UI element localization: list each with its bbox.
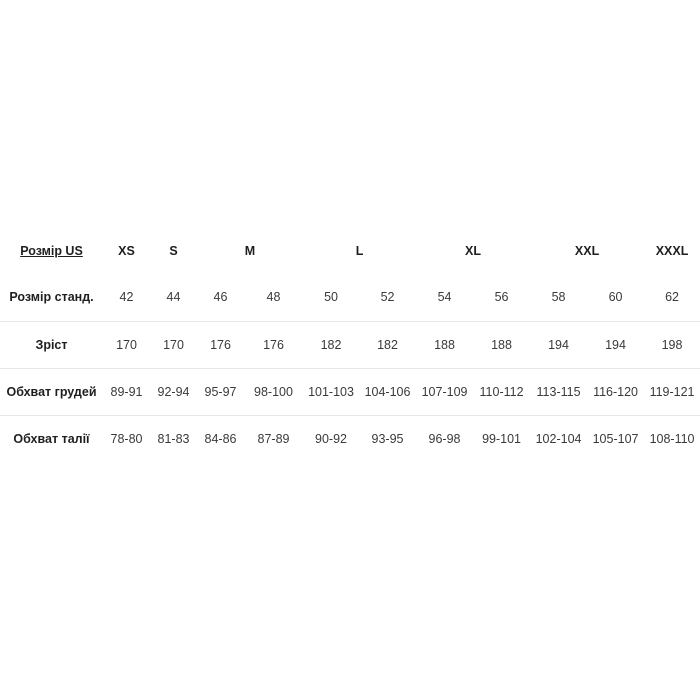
table-cell: 50 [324, 290, 338, 305]
table-row-height [0, 321, 700, 368]
table-cell: 60 [608, 290, 623, 305]
table-row-chest [0, 368, 700, 415]
table-cell: 170 [150, 321, 197, 368]
table-cell: 194 [587, 321, 644, 368]
table-cell: 54 [437, 290, 452, 305]
table-cell: 99-101 [473, 415, 530, 462]
size-header-xs: XS [118, 243, 135, 258]
table-cell: 116-120 [587, 368, 644, 415]
table-cell: 170 [103, 321, 150, 368]
table-cell: 95-97 [197, 368, 244, 415]
table-cell: 48 [266, 290, 281, 305]
table-cell: 108-110 [644, 415, 700, 462]
table-cell: 42 [119, 290, 134, 305]
size-chart-table [0, 227, 700, 462]
table-cell: 52 [380, 290, 395, 305]
table-cell: 188 [416, 321, 473, 368]
table-cell: 81-83 [150, 415, 197, 462]
table-cell: 98-100 [244, 368, 303, 415]
table-row-waist [0, 415, 700, 462]
table-cell: 92-94 [150, 368, 197, 415]
table-cell: 198 [644, 321, 700, 368]
size-header-xl: XL [465, 243, 482, 258]
row-label: Обхват талії [0, 415, 103, 462]
table-cell: 44 [166, 290, 181, 305]
table-cell: 96-98 [416, 415, 473, 462]
table-cell: 78-80 [103, 415, 150, 462]
table-cell: 56 [494, 290, 509, 305]
table-cell: 119-121 [644, 368, 700, 415]
table-cell: 101-103 [303, 368, 359, 415]
table-row-standard-size [0, 274, 700, 321]
table-cell: 46 [213, 290, 228, 305]
size-header-l: L [355, 243, 364, 258]
table-cell: 176 [197, 321, 244, 368]
table-cell: 84-86 [197, 415, 244, 462]
size-header-s: S [169, 243, 178, 258]
row-label: Обхват грудей [0, 368, 103, 415]
size-header-xxl: XXL [574, 243, 600, 258]
table-cell: 58 [551, 290, 566, 305]
us-size-header: Розмір US [20, 243, 83, 258]
table-cell: 93-95 [359, 415, 416, 462]
table-cell: 182 [359, 321, 416, 368]
row-label: Розмір станд. [9, 290, 94, 305]
table-cell: 89-91 [103, 368, 150, 415]
table-cell: 104-106 [359, 368, 416, 415]
table-cell: 102-104 [530, 415, 587, 462]
table-cell: 107-109 [416, 368, 473, 415]
size-header-xxxl: XXXL [655, 243, 689, 258]
table-cell: 182 [303, 321, 359, 368]
row-label: Зріст [0, 321, 103, 368]
table-cell: 176 [244, 321, 303, 368]
table-cell: 105-107 [587, 415, 644, 462]
table-cell: 62 [665, 290, 679, 305]
table-cell: 110-112 [473, 368, 530, 415]
table-cell: 90-92 [303, 415, 359, 462]
size-header-m: M [244, 243, 256, 258]
table-cell: 194 [530, 321, 587, 368]
table-cell: 113-115 [530, 368, 587, 415]
size-header-row [0, 227, 700, 274]
table-cell: 87-89 [244, 415, 303, 462]
table-cell: 188 [473, 321, 530, 368]
